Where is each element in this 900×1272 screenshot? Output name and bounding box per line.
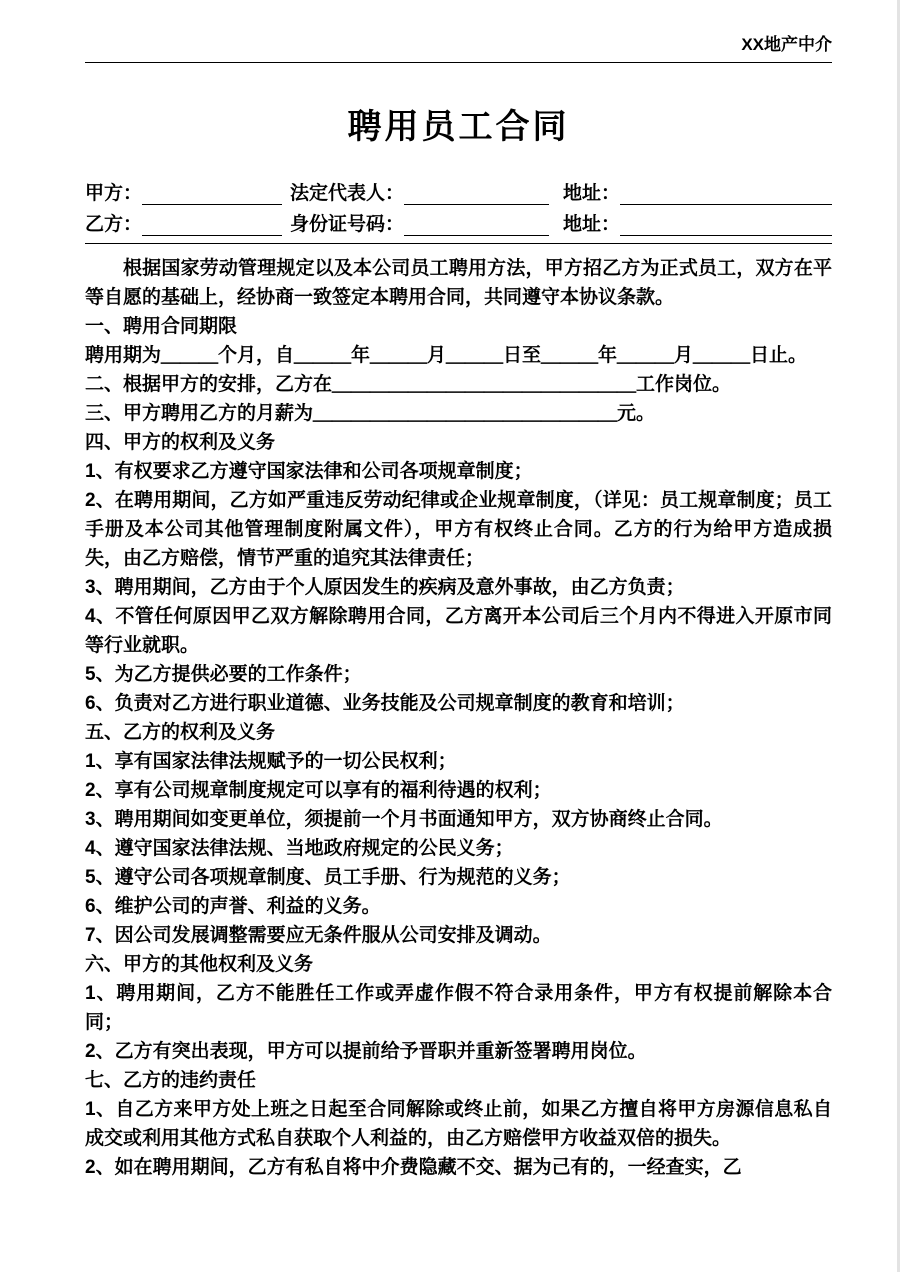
paragraph: 1、自乙方来甲方处上班之日起至合同解除或终止前，如果乙方擅自将甲方房源信息私自成交或利用其他方式私自获取个人利益的，由乙方赔偿甲方收益双倍的损失。 (85, 1099, 832, 1149)
address-b-label: 地址： (563, 214, 621, 235)
paragraph: 4、遵守国家法律法规、当地政府规定的公民义务； (85, 838, 514, 859)
legal-representative-label: 法定代表人： (290, 183, 405, 204)
company-name: XX地产中介 (741, 35, 832, 54)
paragraph: 根据国家劳动管理规定以及本公司员工聘用方法，甲方招乙方为正式员工，双方在平等自愿的基础上，经协商一致签定本聘用合同，共同遵守本协议条款。 (85, 258, 832, 308)
paragraph: 2、乙方有突出表现，甲方可以提前给予晋职并重新签署聘用岗位。 (85, 1041, 647, 1062)
address-a-blank (620, 181, 832, 205)
id-number-blank (404, 212, 549, 236)
party-a-blank (142, 181, 282, 205)
party-b-blank (142, 212, 282, 236)
paragraph: 2、在聘用期间，乙方如严重违反劳动纪律或企业规章制度，（详见：员工规章制度；员工手册及本公司其他管理制度附属文件），甲方有权终止合同。乙方的行为给甲方造成损失，由乙方赔偿，情节严重的追究其法律责任； (85, 490, 832, 569)
address-b-blank (620, 212, 832, 236)
paragraph: 6、维护公司的声誉、利益的义务。 (85, 896, 381, 917)
paragraph: 五、乙方的权利及义务 (85, 722, 276, 743)
party-b-label: 乙方： (85, 214, 143, 235)
paragraph: 1、有权要求乙方遵守国家法律和公司各项规章制度； (85, 461, 533, 482)
address-a-label: 地址： (563, 183, 621, 204)
paragraph: 三、甲方聘用乙方的月薪为＿＿＿＿＿＿＿＿＿＿＿＿＿＿＿＿元。 (85, 403, 656, 424)
paragraph: 3、聘用期间，乙方由于个人原因发生的疾病及意外事故，由乙方负责； (85, 577, 685, 598)
party-a-label: 甲方： (85, 183, 143, 204)
legal-representative-blank (404, 181, 549, 205)
paragraph: 1、聘用期间，乙方不能胜任工作或弄虚作假不符合录用条件，甲方有权提前解除本合同； (85, 983, 832, 1033)
paragraph: 1、享有国家法律法规赋予的一切公民权利； (85, 751, 457, 772)
paragraph: 六、甲方的其他权利及义务 (85, 954, 314, 975)
paragraph: 6、负责对乙方进行职业道德、业务技能及公司规章制度的教育和培训； (85, 693, 685, 714)
paragraph: 一、聘用合同期限 (85, 316, 238, 337)
paragraph: 4、不管任何原因甲乙双方解除聘用合同，乙方离开本公司后三个月内不得进入开原市同等行业就职。 (85, 606, 832, 656)
paragraph: 5、为乙方提供必要的工作条件； (85, 664, 362, 685)
paragraph: 四、甲方的权利及义务 (85, 432, 276, 453)
paragraph: 聘用期为＿＿＿个月，自＿＿＿年＿＿＿月＿＿＿日至＿＿＿年＿＿＿月＿＿＿日止。 (85, 345, 808, 366)
id-number-label: 身份证号码： (290, 214, 405, 235)
page-header (85, 30, 832, 63)
form-row-party-b (85, 205, 832, 236)
paragraph: 2、享有公司规章制度规定可以享有的福利待遇的权利； (85, 780, 552, 801)
paragraph: 2、如在聘用期间，乙方有私自将中介费隐藏不交、据为己有的，一经查实，乙 (85, 1157, 742, 1178)
paragraph: 3、聘用期间如变更单位，须提前一个月书面通知甲方，双方协商终止合同。 (85, 809, 723, 830)
contract-body (85, 254, 832, 1182)
page-title: 聘用员工合同 (347, 108, 570, 146)
paragraph: 7、因公司发展调整需要应无条件服从公司安排及调动。 (85, 925, 552, 946)
paragraph: 七、乙方的违约责任 (85, 1070, 257, 1091)
paragraph: 二、根据甲方的安排，乙方在＿＿＿＿＿＿＿＿＿＿＿＿＿＿＿＿工作岗位。 (85, 374, 732, 395)
paragraph: 5、遵守公司各项规章制度、员工手册、行为规范的义务； (85, 867, 571, 888)
form-divider (85, 243, 832, 244)
form-row-party-a (85, 174, 832, 205)
